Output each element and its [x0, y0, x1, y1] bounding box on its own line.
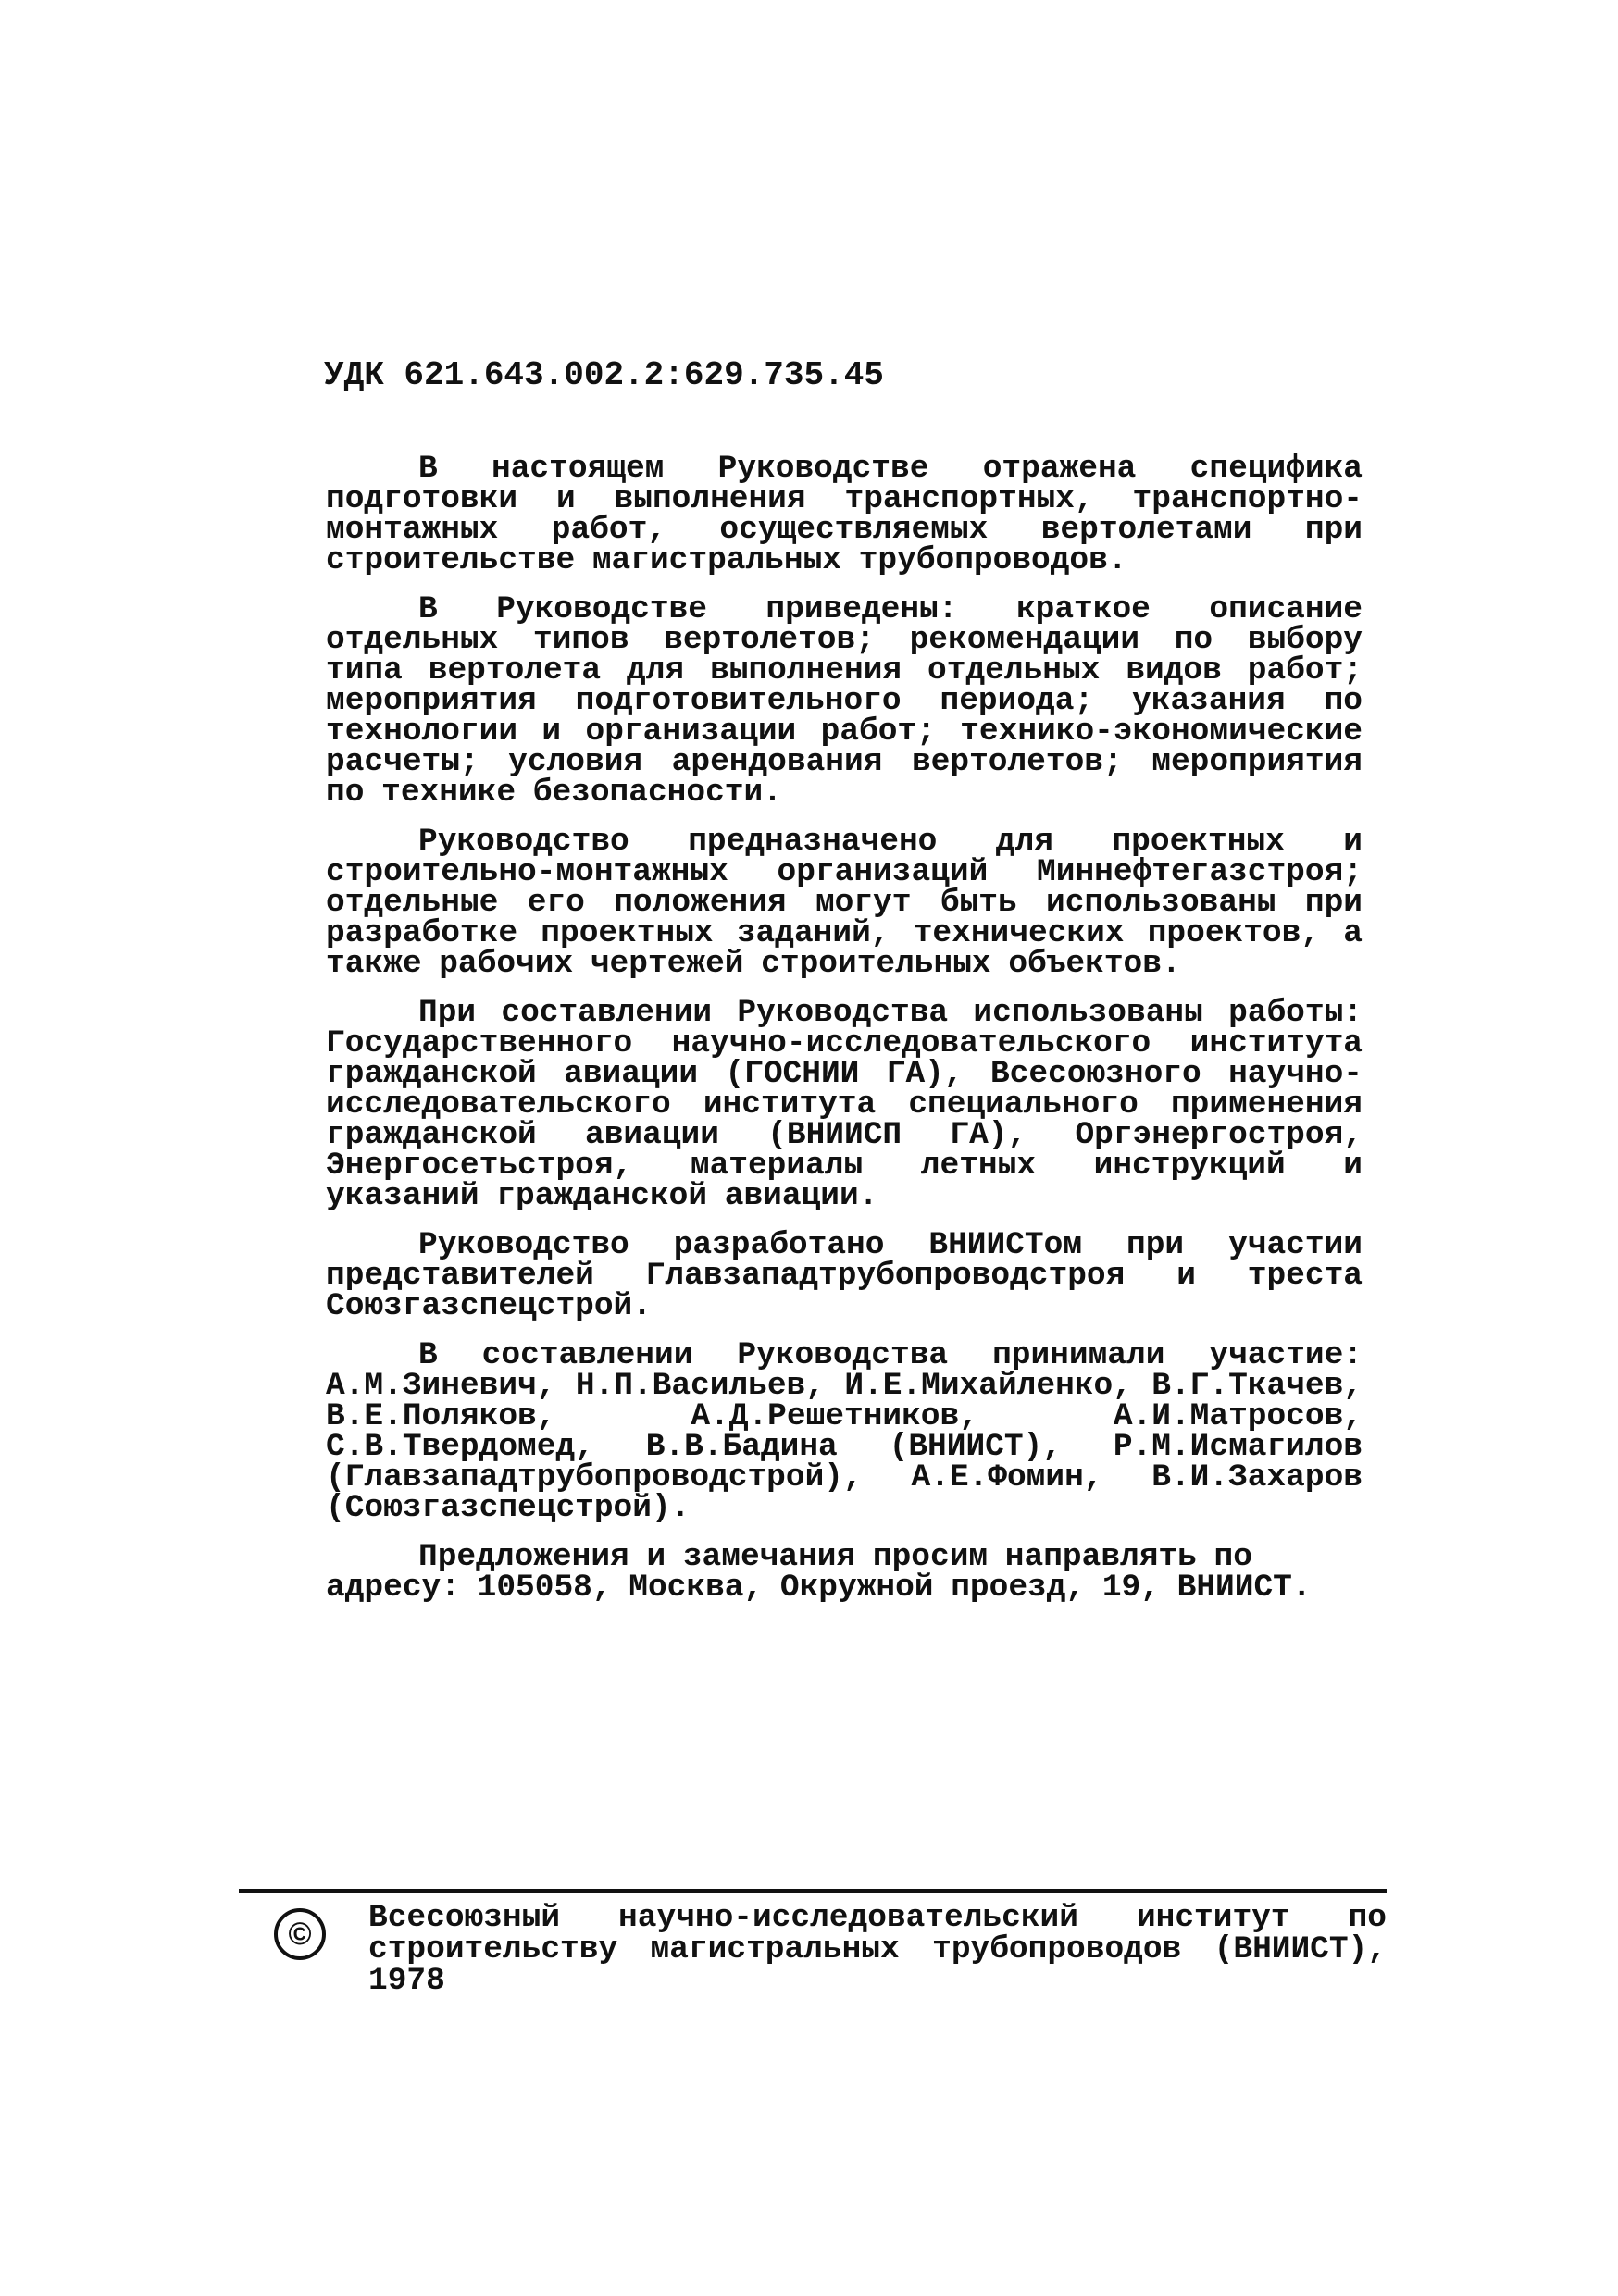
copyright-icon: © [274, 1908, 326, 1960]
paragraph-scope: В настоящем Руководстве отражена специфика подготовки и выполнения транспортных, транспортно-монтажных работ, осуществляемых вертолетами при строительстве магистральных трубопроводов. [326, 451, 1363, 578]
paragraph-developer: Руководство разработано ВНИИСТом при участии представителей Главзападтрубопроводстроя и треста Союзгазспецстрой. [326, 1227, 1363, 1324]
paragraph-sources: При составлении Руководства использованы работы: Государственного научно-исследовательского института гражданской авиации (ГОСНИИ ГА), Всесоюзного научно-исследовательского института специального применения гражданской авиации (ВНИИСП ГА), Оргэнергостроя, Энергосетьстроя, материалы летных инструкций и указаний гражданской авиации. [326, 995, 1363, 1214]
paragraph-contents: В Руководстве приведены: краткое описание отдельных типов вертолетов; рекомендации по выбору типа вертолета для выполнения отдельных видов работ; мероприятия подготовительного периода; указания по технологии и организации работ; технико-экономические расчеты; условия арендования вертолетов; мероприятия по технике безопасности. [326, 591, 1363, 811]
paragraph-audience: Руководство предназначено для проектных и строительно-монтажных организаций Миннефтегазстроя; отдельные его положения могут быть использованы при разработке проектных заданий, технических проектов, а также рабочих чертежей строительных объектов. [326, 824, 1363, 982]
preface-body [326, 453, 1363, 1621]
paragraph-address: Предложения и замечания просим направлять по адресу: 105058, Москва, Окружной проезд, 19, ВНИИСТ. [326, 1539, 1312, 1606]
footer-divider [239, 1889, 1387, 1893]
paragraph-authors: В составлении Руководства принимали участие: А.М.Зиневич, Н.П.Васильев, И.Е.Михайленко, В.Г.Ткачев, В.Е.Поляков, А.Д.Решетников, А.И.Матросов, С.В.Твердомед, В.В.Бадина (ВНИИСТ), Р.М.Исмагилов (Главзападтрубопроводстрой), А.Е.Фомин, В.И.Захаров (Союзгазспецстрой). [326, 1337, 1363, 1526]
udk-classification: УДК 621.643.002.2:629.735.45 [324, 356, 884, 394]
copyright-notice: Всесоюзный научно-исследовательский институт по строительству магистральных трубопроводов (ВНИИСТ), 1978 [368, 1900, 1387, 1999]
